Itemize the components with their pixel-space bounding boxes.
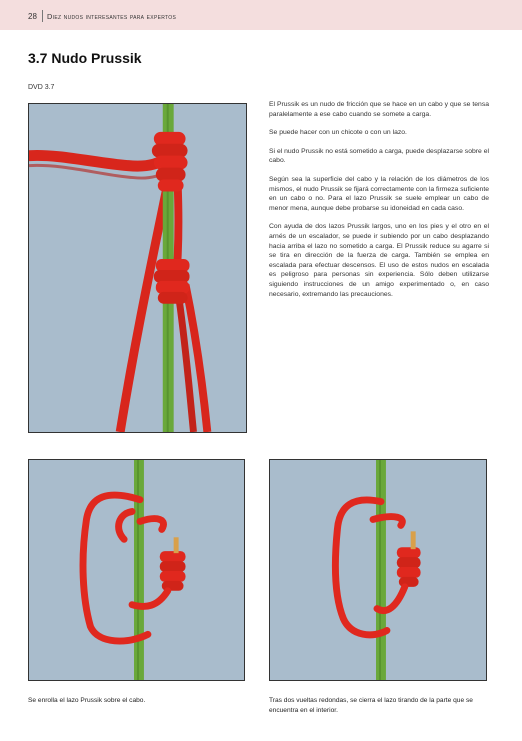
page-number: 28 — [28, 12, 37, 21]
section-title: 3.7 Nudo Prussik — [28, 50, 142, 66]
dvd-reference: DVD 3.7 — [28, 84, 55, 91]
knot-illustration-wrap — [29, 460, 244, 680]
body-paragraph: El Prussik es un nudo de fricción que se hace en un cabo y que se tensa paralelamente a ese cabo cuando se somete a carga. — [269, 101, 489, 118]
photo-prussik-knots — [28, 103, 247, 433]
body-paragraph: Según sea la superficie del cabo y la relación de los diámetros de los mismos, el nudo Prussik se fijará correctamente con la firmeza suficiente en un cabo o no. Para el lazo Prussik se suele emplear un cabo de menor mena, aunque debe probarse su idoneidad en cada caso. — [269, 175, 489, 212]
body-paragraph: Con ayuda de dos lazos Prussik largos, uno en los pies y el otro en el arnés de un escalador, se puede ir subiendo por un cabo desplazando hacia arriba el lazo no sometido a carga. El Prussik reduce su agarre si se tira en dirección de la fuerza de carga. También se emplea en escalada para efectuar descensos. El uso de estos nudos en escalada es peligroso para personas sin experiencia. Sólo deben utilizarse siguiendo instrucciones de un amigo experimentado o, en caso necesario, extremando las precauciones. — [269, 223, 489, 298]
header-separator — [42, 10, 43, 22]
knot-illustration-main — [29, 104, 246, 432]
body-text — [269, 100, 489, 308]
photo-closing-loop — [269, 459, 487, 681]
knot-illustration-close — [270, 460, 486, 680]
caption-right: Tras dos vueltas redondas, se cierra el lazo tirando de la parte que se encuentra en el interior. — [269, 697, 473, 714]
photo-wrapping-loop — [28, 459, 245, 681]
body-paragraph: Si el nudo Prussik no está sometido a carga, puede desplazarse sobre el cabo. — [269, 147, 489, 165]
caption-left: Se enrolla el lazo Prussik sobre el cabo. — [28, 697, 146, 704]
running-head: Diez nudos interesantes para expertos — [47, 12, 177, 21]
body-paragraph: Se puede hacer con un chicote o con un lazo. — [269, 129, 407, 137]
